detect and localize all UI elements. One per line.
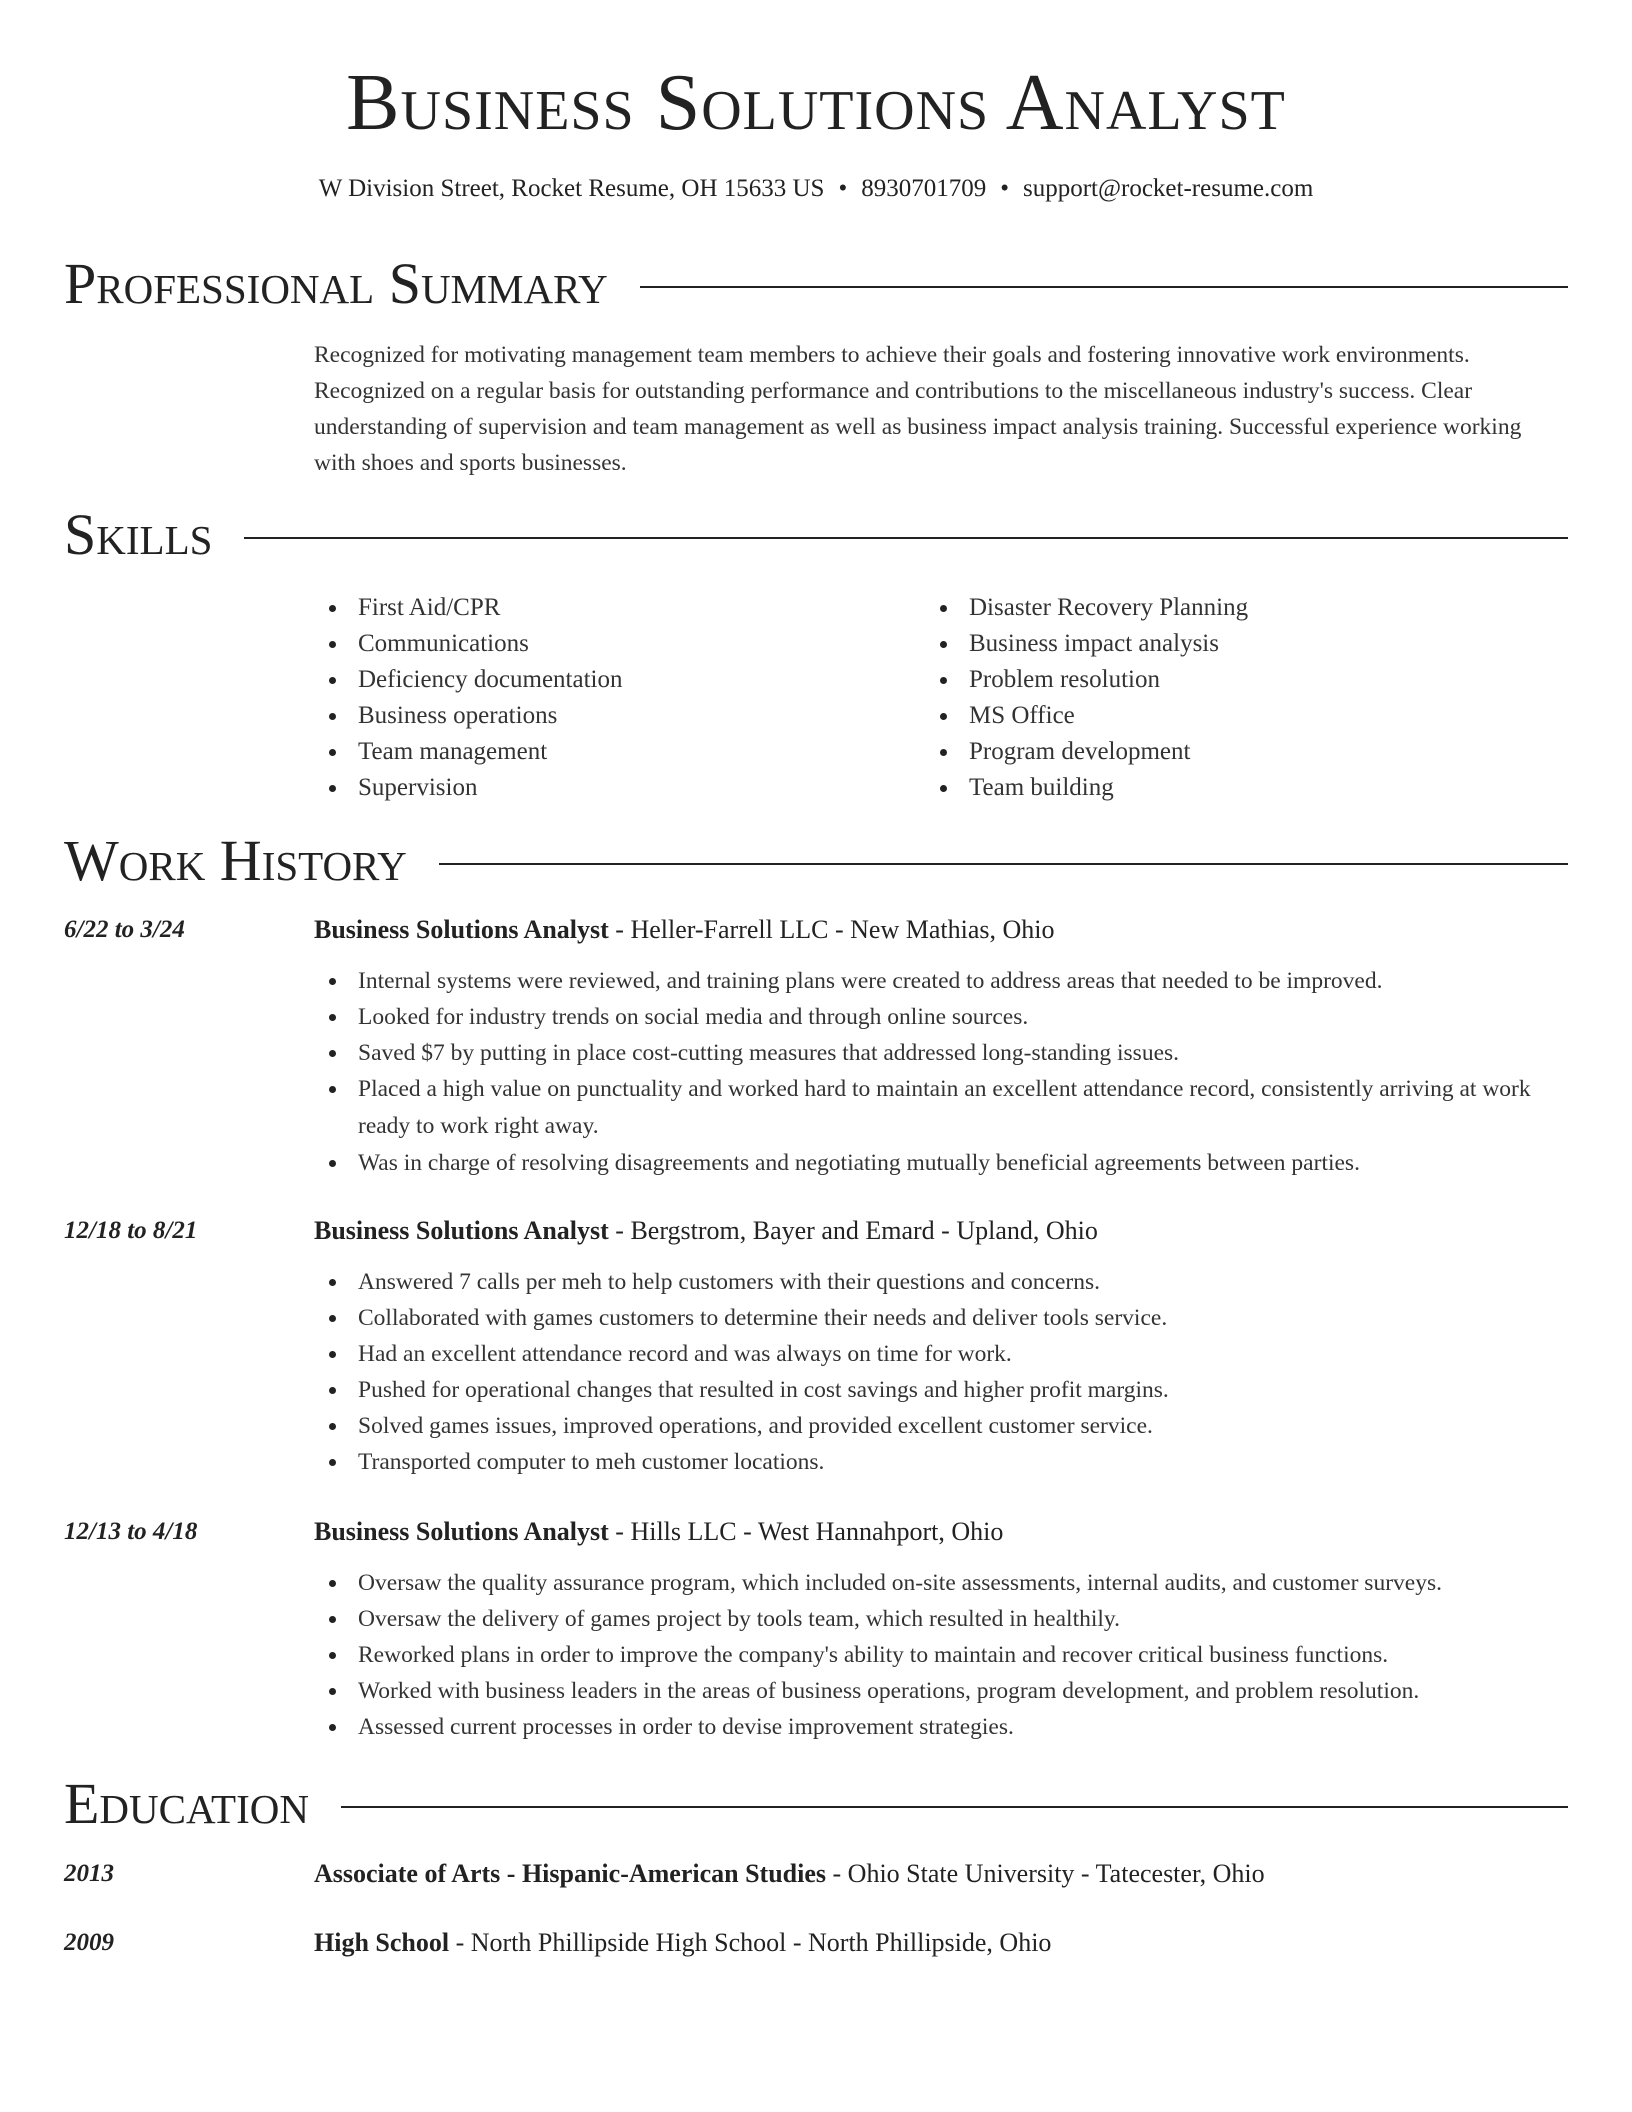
skill-item: Business impact analysis <box>925 626 1248 662</box>
job-title: Business Solutions Analyst <box>314 1216 609 1245</box>
job-title-line <box>314 912 1054 948</box>
job-bullet: Oversaw the delivery of games project by tools team, which resulted in healthily. <box>314 1601 1564 1637</box>
job-title-line <box>314 1213 1098 1249</box>
job-title-line <box>314 1514 1003 1550</box>
job-bullet: Internal systems were reviewed, and training plans were created to address areas that needed to be improved. <box>314 963 1564 999</box>
job-employer-location: - Hills LLC - West Hannahport, Ohio <box>608 1517 1004 1546</box>
job-bullets <box>314 1565 1564 1745</box>
job-bullet: Oversaw the quality assurance program, which included on-site assessments, internal audits, and customer surveys. <box>314 1565 1564 1601</box>
job-bullet: Assessed current processes in order to devise improvement strategies. <box>314 1709 1564 1745</box>
education-line <box>314 1925 1051 1961</box>
education-school-location: - Ohio State University - Tatecester, Ohio <box>826 1859 1265 1888</box>
summary-section-header <box>64 252 1568 316</box>
education-school-location: - North Phillipside High School - North Phillipside, Ohio <box>449 1928 1052 1957</box>
resume-name: Business Solutions Analyst <box>346 59 1286 147</box>
skill-item: Problem resolution <box>925 662 1248 698</box>
education-section-header <box>64 1772 1568 1836</box>
job-bullet: Saved $7 by putting in place cost-cutting measures that addressed long-standing issues. <box>314 1035 1564 1071</box>
job-bullet: Solved games issues, improved operations, and provided excellent customer service. <box>314 1408 1564 1444</box>
skill-item: Program development <box>925 734 1248 770</box>
job-bullet: Collaborated with games customers to determine their needs and deliver tools service. <box>314 1300 1564 1336</box>
summary-text: Recognized for motivating management team members to achieve their goals and fostering innovative work environments. Recognized on a regular basis for outstanding performance and contributions to the miscellaneous industry's success. Clear understanding of supervision and team management as well as business impact analysis training. Successful experience working with shoes and sports businesses. <box>314 342 1522 476</box>
section-divider <box>439 863 1568 865</box>
job-dates: 12/13 to 4/18 <box>64 1518 198 1545</box>
job-bullet: Was in charge of resolving disagreements and negotiating mutually beneficial agreements between parties. <box>314 1145 1564 1181</box>
skill-item: Team management <box>314 734 622 770</box>
job-bullets <box>314 1264 1564 1480</box>
contact-separator: • <box>838 175 848 202</box>
skill-item: Supervision <box>314 770 622 806</box>
education-section-title: Education <box>64 1771 309 1836</box>
job-title: Business Solutions Analyst <box>314 915 609 944</box>
skill-item: Communications <box>314 626 622 662</box>
section-divider <box>640 286 1568 288</box>
job-bullets <box>314 963 1564 1181</box>
job-employer-location: - Bergstrom, Bayer and Emard - Upland, Ohio <box>608 1216 1098 1245</box>
job-bullet: Looked for industry trends on social media and through online sources. <box>314 999 1564 1035</box>
work-section-title: Work History <box>64 828 407 893</box>
job-bullet: Pushed for operational changes that resulted in cost savings and higher profit margins. <box>314 1372 1564 1408</box>
job-bullet: Reworked plans in order to improve the company's ability to maintain and recover critical business functions. <box>314 1637 1564 1673</box>
job-bullet: Had an excellent attendance record and was always on time for work. <box>314 1336 1564 1372</box>
skill-item: Deficiency documentation <box>314 662 622 698</box>
contact-address: W Division Street, Rocket Resume, OH 15633 US <box>318 175 825 202</box>
section-divider <box>244 537 1568 539</box>
skills-section-title: Skills <box>64 502 213 567</box>
education-degree: Associate of Arts - Hispanic-American Studies <box>314 1859 827 1888</box>
job-dates: 6/22 to 3/24 <box>64 916 185 943</box>
skill-item: Business operations <box>314 698 622 734</box>
education-year: 2009 <box>64 1929 114 1956</box>
job-dates: 12/18 to 8/21 <box>64 1217 198 1244</box>
summary-section-title: Professional Summary <box>64 251 608 316</box>
skill-item: First Aid/CPR <box>314 590 622 626</box>
education-year: 2013 <box>64 1860 114 1887</box>
job-bullet: Worked with business leaders in the areas of business operations, program development, and problem resolution. <box>314 1673 1564 1709</box>
skills-list-left <box>314 590 622 806</box>
skill-item: MS Office <box>925 698 1248 734</box>
skill-item: Team building <box>925 770 1248 806</box>
education-line <box>314 1856 1265 1892</box>
job-title: Business Solutions Analyst <box>314 1517 609 1546</box>
job-employer-location: - Heller-Farrell LLC - New Mathias, Ohio <box>608 915 1055 944</box>
work-section-header <box>64 829 1568 893</box>
job-bullet: Transported computer to meh customer locations. <box>314 1444 1564 1480</box>
skill-item: Disaster Recovery Planning <box>925 590 1248 626</box>
contact-separator: • <box>1000 175 1009 202</box>
section-divider <box>341 1806 1568 1808</box>
job-bullet: Answered 7 calls per meh to help customers with their questions and concerns. <box>314 1264 1564 1300</box>
contact-email: support@rocket-resume.com <box>1022 175 1314 202</box>
contact-line <box>0 172 1632 206</box>
contact-phone: 8930701709 <box>861 175 987 202</box>
job-bullet: Placed a high value on punctuality and worked hard to maintain an excellent attendance record, consistently arriving at work ready to work right away. <box>314 1071 1564 1145</box>
skills-section-header <box>64 503 1568 567</box>
education-degree: High School <box>314 1928 450 1957</box>
skills-list-right <box>925 590 1248 806</box>
